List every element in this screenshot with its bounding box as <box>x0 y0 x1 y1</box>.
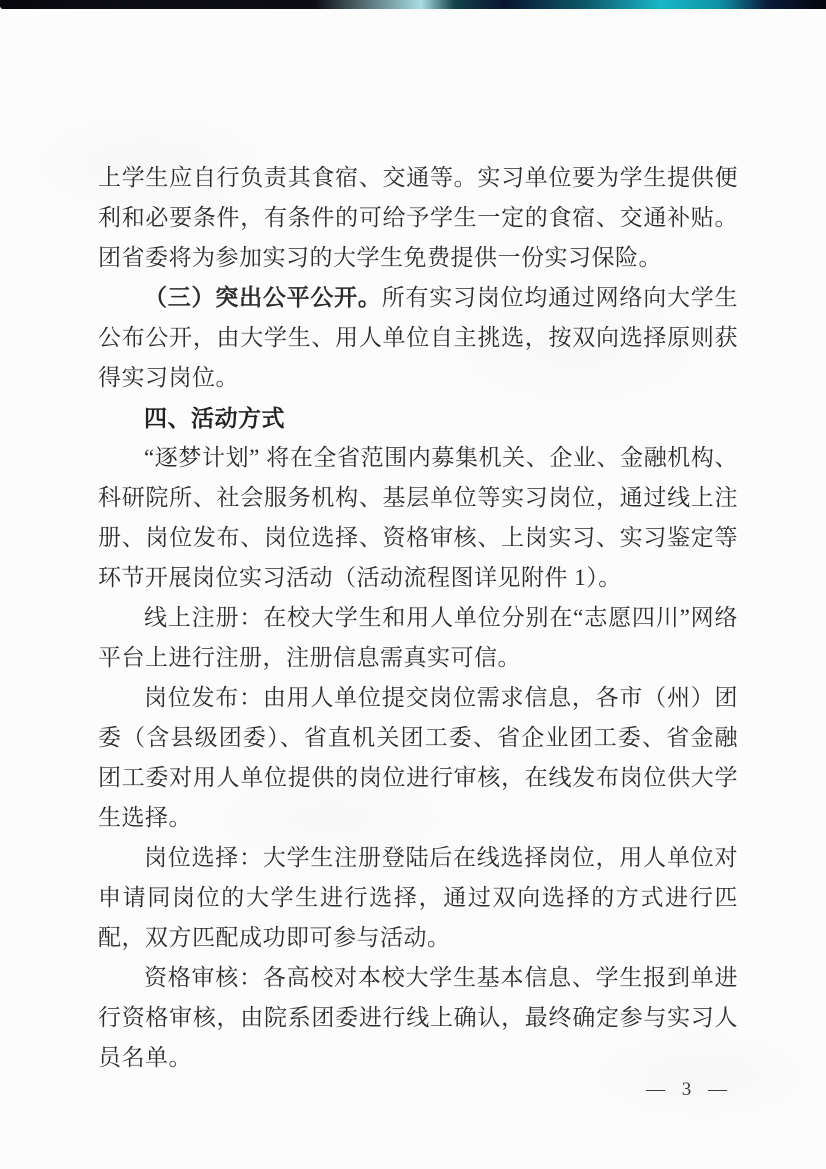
paragraph-lead-bold: （三）突出公平公开。 <box>144 285 382 310</box>
paragraph-online-registration: 线上注册：在校大学生和用人单位分别在“志愿四川”网络平台上进行注册，注册信息需真实可信。 <box>98 605 738 670</box>
page-number: — 3 — <box>646 1079 728 1100</box>
paragraph-qualification-review: 资格审核：各高校对本校大学生基本信息、学生报到单进行资格审核，由院系团委进行线上确认，最终确定参与实习人员名单。 <box>98 965 738 1070</box>
document-body <box>98 158 738 1078</box>
paragraph-fairness <box>98 278 738 398</box>
paragraph-plan-overview: “逐梦计划” 将在全省范围内募集机关、企业、金融机构、科研院所、社会服务机构、基层单位等实习岗位，通过线上注册、岗位发布、岗位选择、资格审核、上岗实习、实习鉴定等环节开展岗位实习活动（活动流程图详见附件 1）。 <box>98 445 738 590</box>
paragraph-text: 所有实习岗位均通过网络向大学生公布公开，由大学生、用人单位自主挑选，按双向选择原则获得实习岗位。 <box>98 285 739 390</box>
paragraph-post-selection: 岗位选择：大学生注册登陆后在线选择岗位，用人单位对申请同岗位的大学生进行选择，通过双向选择的方式进行匹配，双方匹配成功即可参与活动。 <box>98 845 738 950</box>
section-heading-activity-method: 四、活动方式 <box>144 405 285 431</box>
paragraph-continuation: 上学生应自行负责其食宿、交通等。实习单位要为学生提供便利和必要条件，有条件的可给予学生一定的食宿、交通补贴。团省委将为参加实习的大学生免费提供一份实习保险。 <box>98 165 738 270</box>
paragraph-post-publishing: 岗位发布：由用人单位提交岗位需求信息，各市（州）团委（含县级团委）、省直机关团工委、省企业团工委、省金融团工委对用人单位提供的岗位进行审核，在线发布岗位供大学生选择。 <box>98 685 738 830</box>
scan-edge-artifact <box>0 0 826 9</box>
